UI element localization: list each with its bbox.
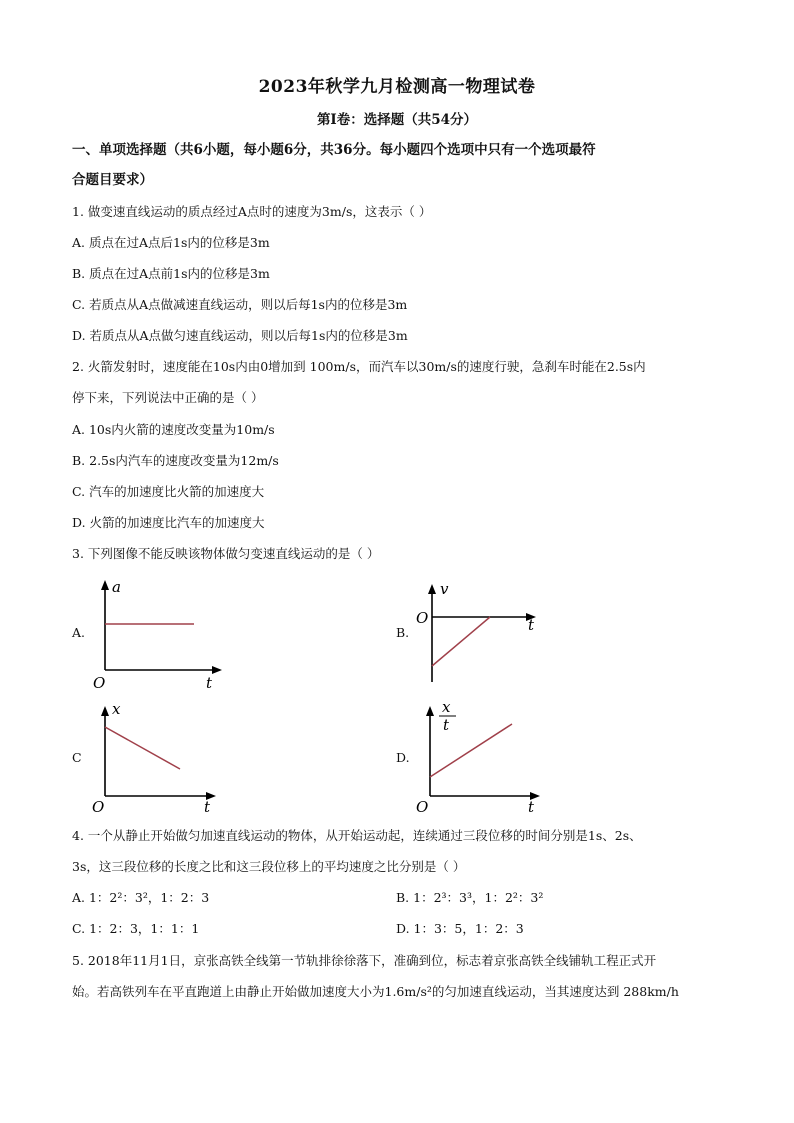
question-5-stem: 5. 2018年11月1日，京张高铁全线第一节轨排徐徐落下，准确到位，标志着京张高铁全线铺轨工程正式开 xyxy=(72,953,657,968)
part-subtitle: 第I卷：选择题（共54分） xyxy=(316,112,478,128)
section-heading: 一、单项选择题（共6小题，每小题6分，共36分。每小题四个选项中只有一个选项最符 xyxy=(72,142,596,158)
question-2-option-a: A. 10s内火箭的速度改变量为10m/s xyxy=(72,422,275,437)
graph-c-x-t xyxy=(88,700,228,818)
origin-label: O xyxy=(416,798,429,816)
y-axis-arrow xyxy=(426,706,434,716)
question-2-stem-cont: 停下来，下列说法中正确的是（ ） xyxy=(72,390,264,405)
question-1-stem: 1. 做变速直线运动的质点经过A点时的速度为3m/s，这表示（ ） xyxy=(72,204,432,219)
origin-label: O xyxy=(92,798,105,816)
graph-a-a-t xyxy=(88,578,228,693)
x-axis-label: t xyxy=(528,616,535,634)
question-2-stem: 2. 火箭发射时，速度能在10s内由0增加到 100m/s，而汽车以30m/s的速度行驶，急刹车时能在2.5s内 xyxy=(72,359,646,374)
question-4-option-c: C. 1：2：3，1：1：1 xyxy=(72,921,200,936)
question-4-option-b: B. 1：2³：3³，1：2²：3² xyxy=(396,890,544,905)
graph-b-v-t xyxy=(412,578,552,693)
x-axis-label: t xyxy=(204,798,211,816)
graph-b-label: B. xyxy=(396,625,410,640)
question-2-option-b: B. 2.5s内汽车的速度改变量为12m/s xyxy=(72,453,279,468)
y-axis-arrow xyxy=(101,706,109,716)
question-1-option-c: C. 若质点从A点做减速直线运动，则以后每1s内的位移是3m xyxy=(72,297,408,312)
graph-d-label: D. xyxy=(396,750,410,765)
x-axis-label: t xyxy=(206,674,213,692)
x-axis-label: t xyxy=(528,798,535,816)
y-axis-label: v xyxy=(440,580,449,598)
question-4-stem-cont: 3s，这三段位移的长度之比和这三段位移上的平均速度之比分别是（ ） xyxy=(72,859,466,874)
section-heading-cont: 合题目要求） xyxy=(72,172,153,188)
page-title: 2023年秋学九月检测高一物理试卷 xyxy=(258,77,536,97)
velocity-line xyxy=(432,617,490,666)
question-4-option-d: D. 1：3：5，1：2：3 xyxy=(396,921,524,936)
question-2-option-d: D. 火箭的加速度比汽车的加速度大 xyxy=(72,515,265,530)
graph-c-label: C xyxy=(72,750,82,765)
y-axis-label: a xyxy=(112,578,121,596)
graph-d-xt-t xyxy=(412,700,552,818)
y-axis-label-denominator: t xyxy=(443,716,450,734)
y-axis-label-numerator: x xyxy=(442,698,451,716)
question-1-option-a: A. 质点在过A点后1s内的位移是3m xyxy=(72,235,270,250)
displacement-line xyxy=(105,727,180,769)
question-3-stem: 3. 下列图像不能反映该物体做匀变速直线运动的是（ ） xyxy=(72,546,380,561)
graph-a-label: A. xyxy=(72,625,86,640)
question-4-option-a: A. 1：2²：3²，1：2：3 xyxy=(72,890,210,905)
y-axis-arrow xyxy=(101,580,109,590)
question-4-stem: 4. 一个从静止开始做匀加速直线运动的物体，从开始运动起，连续通过三段位移的时间分别是1s、2s、 xyxy=(72,828,642,843)
origin-label: O xyxy=(93,674,106,692)
question-2-option-c: C. 汽车的加速度比火箭的加速度大 xyxy=(72,484,265,499)
y-axis-label: x xyxy=(112,700,121,718)
question-1-option-d: D. 若质点从A点做匀速直线运动，则以后每1s内的位移是3m xyxy=(72,328,408,343)
origin-label: O xyxy=(416,609,429,627)
question-1-option-b: B. 质点在过A点前1s内的位移是3m xyxy=(72,266,270,281)
x-axis-arrow xyxy=(212,666,222,674)
y-axis-arrow xyxy=(428,584,436,594)
question-5-stem-cont: 始。若高铁列车在平直跑道上由静止开始做加速度大小为1.6m/s²的匀加速直线运动，当其速度达到 288km/h xyxy=(72,984,679,999)
